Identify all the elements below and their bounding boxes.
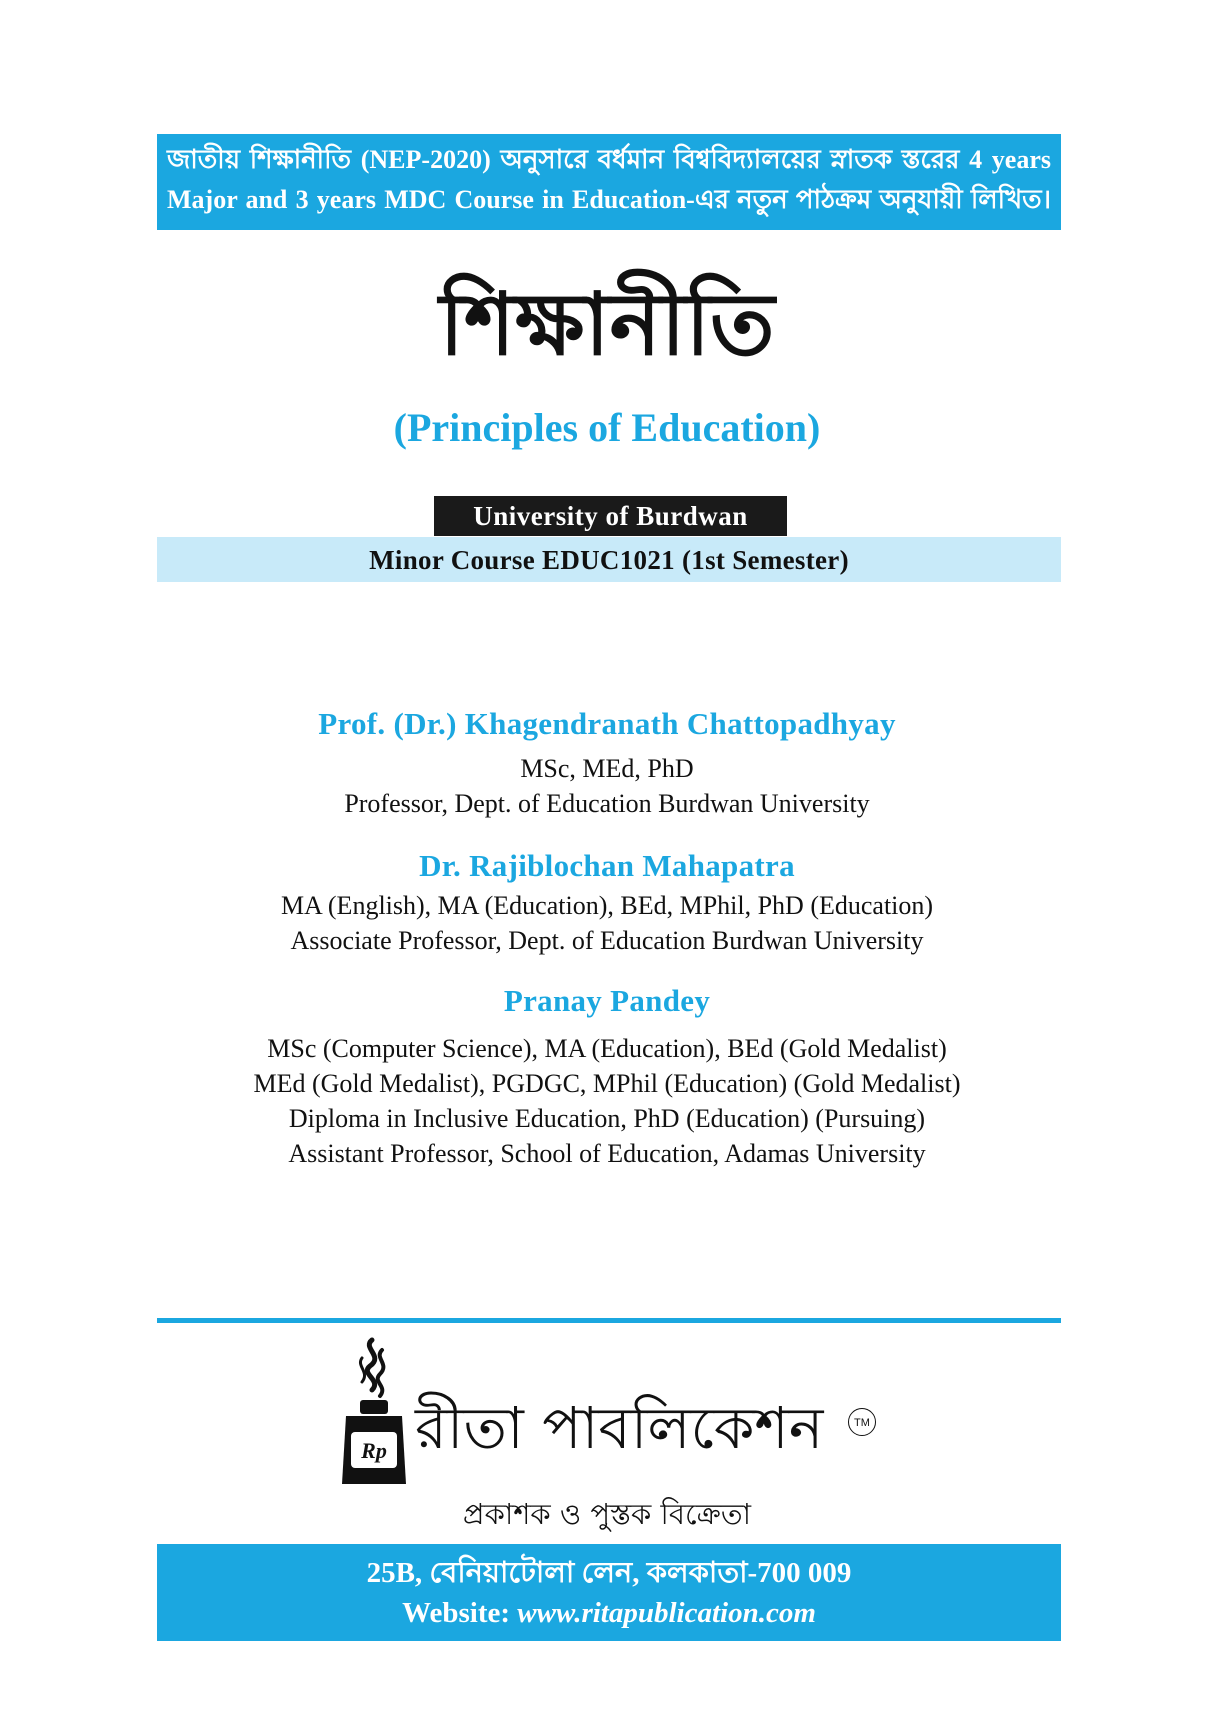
author-1-name: Prof. (Dr.) Khagendranath Chattopadhyay	[318, 706, 896, 741]
publisher-name: রীতা পাবলিকেশন	[415, 1394, 824, 1462]
university-label: University of Burdwan	[434, 496, 787, 536]
top-banner-line-1: জাতীয় শিক্ষানীতি (NEP-2020) অনুসারে বর্ধমান বিশ্ববিদ্যালয়ের স্নাতক স্তরের 4 years	[167, 145, 1051, 174]
top-banner	[157, 134, 1061, 230]
website-row	[157, 1593, 1061, 1633]
course-label: Minor Course EDUC1021 (1st Semester)	[157, 537, 1061, 582]
publisher-address: 25B, বেনিয়াটোলা লেন, কলকাতা-700 009	[366, 1557, 852, 1589]
author-1-line-2: Professor, Dept. of Education Burdwan University	[344, 789, 870, 818]
top-banner-line-2: Major and 3 years MDC Course in Education-এর নতুন পাঠক্রম অনুযায়ী লিখিত।	[167, 185, 1051, 214]
author-3-line-2: MEd (Gold Medalist), PGDGC, MPhil (Education) (Gold Medalist)	[253, 1069, 961, 1098]
author-3-name: Pranay Pandey	[503, 983, 711, 1018]
author-2-line-2: Associate Professor, Dept. of Education Burdwan University	[290, 926, 924, 955]
logo-initials: Rp	[361, 1438, 387, 1463]
bottom-banner	[157, 1544, 1061, 1641]
author-1-line-1: MSc, MEd, PhD	[520, 754, 694, 783]
author-3-line-4: Assistant Professor, School of Education, Adamas University	[288, 1139, 926, 1168]
author-3-line-1: MSc (Computer Science), MA (Education), BEd (Gold Medalist)	[267, 1034, 947, 1063]
trademark-symbol: TM	[848, 1408, 876, 1436]
publisher-logo-icon	[338, 1336, 410, 1488]
book-title-bengali: শিক্ষানীতি	[439, 275, 775, 375]
website-label: Website:	[402, 1597, 511, 1629]
author-3-line-3: Diploma in Inclusive Education, PhD (Education) (Pursuing)	[288, 1104, 926, 1133]
website-link[interactable]: www.ritapublication.com	[517, 1597, 816, 1629]
author-2-name: Dr. Rajiblochan Mahapatra	[419, 848, 795, 883]
author-2-line-1: MA (English), MA (Education), BEd, MPhil, PhD (Education)	[280, 891, 934, 920]
section-divider	[157, 1318, 1061, 1323]
publisher-tagline: প্রকাশক ও পুস্তক বিক্রেতা	[462, 1497, 752, 1531]
book-title-english: (Principles of Education)	[393, 405, 821, 450]
